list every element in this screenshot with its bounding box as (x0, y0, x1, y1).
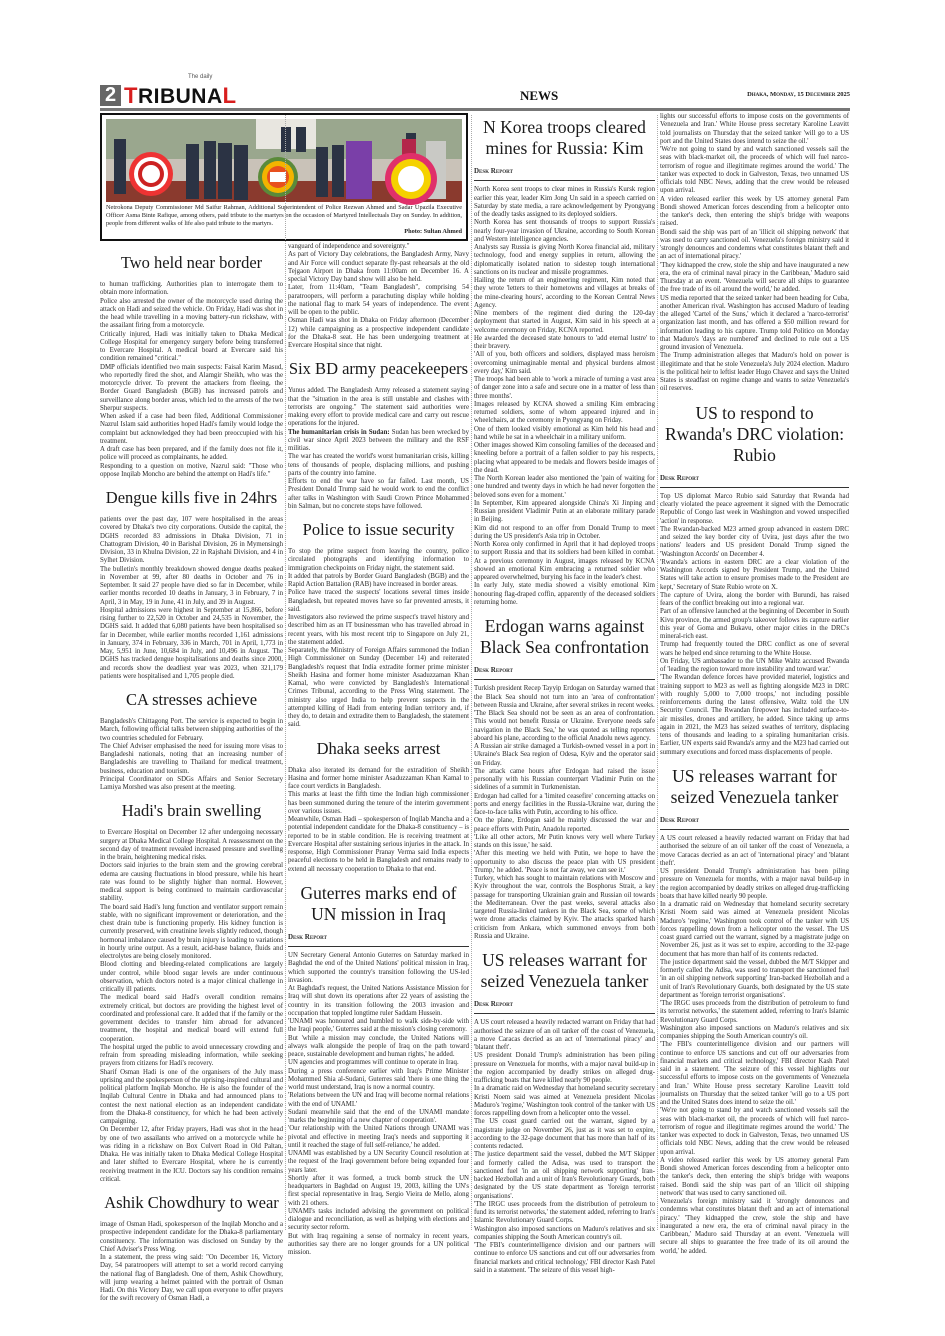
article-paragraph: The capture of Uvira, along the border with Burundi, has raised fears of the conflict breaking out into a regional war. (660, 591, 849, 607)
article-paragraph: US president Donald Trump's administration has been piling pressure on Venezuela for months, with a major naval build-up in the region accompanied by deadly strikes on alleged drug-trafficking boats that have killed nearly 90 people. (474, 1052, 655, 1084)
article-paragraph: During a press conference earlier with Iraq's Prime Minister Mohammed Shia al-Sudani, Guterres said 'there is one thing the world must understand, Iraq is now a normal country. (288, 1067, 469, 1091)
article-paragraph: UNAMI was established by a UN Security Council resolution at the request of the Iraqi government before being expanded four years later. (288, 1150, 469, 1174)
column-4 (660, 113, 849, 1255)
article-paragraph: 'The FBI's counterintelligence division and our partners will continue to enforce US sanctions and cut off our adversaries from financial markets and critical technology,' FBI director Kash Patel said in a statement. 'The seizure of this vessel highlights our successful efforts to impose costs on the governments of Venezuela and Iran.' White House press secretary Karoline Leavitt told journalists on Thursday that the seized tanker 'will go to a US port and the United States does intend to seize the oil.' (660, 1041, 849, 1106)
article-paragraph: A US court released a heavily redacted warrant on Friday that had authorised the seizure of an oil tanker off the coast of Venezuela, a move Caracas decried as an act of 'international piracy' and 'blatant theft'. (474, 1019, 655, 1051)
article-paragraph: Sudani meanwhile said that the end of the UNAMI mandate 'marks the beginning of a new chapter of cooperation'. (288, 1108, 469, 1124)
article-paragraph: Later, from 11:40am, "Team Bangladesh", comprising 54 paratroopers, will perform a parachuting display while holding the national flag to mark 54 years of independence. The event will be open to the public. (288, 284, 469, 316)
article-paragraph: The Chief Adviser emphasised the need for issuing more visas to Bangladeshi nationals, noting that an increasing number of Bangladeshis are travelling to Thailand for medical treatment, business, education and tourism. (100, 742, 283, 775)
article-paragraph: On December 12, after Friday prayers, Hadi was shot in the head by one of two assailants who arrived on a motorcycle while he was riding in a rickshaw on Box Culvert Road in Old Paltan, Dhaka. He was initially taken to Dhaka Medical College Hospital and later shifted to Evercare Hospital, where he is currently receiving treatment in the ICU. Doctors say his condition remains critical. (100, 1126, 283, 1183)
paragraph-text: Sudan has been wrecked by civil war since April 2023 between the military and the RSF militias. (288, 428, 469, 452)
photo-credit: Photo: Sultan Ahmed (404, 228, 462, 235)
article-paragraph: A US court released a heavily redacted warrant on Friday that had authorised the seizure of an oil tanker off the coast of Venezuela, a move Caracas decried as an act of 'international piracy' and 'blatant theft'. (660, 835, 849, 867)
masthead (100, 74, 850, 108)
photo-caption (106, 204, 462, 236)
article-paragraph: Responding to a question on motive, Nazrul said: "Those who oppose Inqilab Moncho are behind the attempt on Hadi's life." (100, 462, 283, 478)
column-divider (471, 115, 472, 1230)
article-paragraph: The board said Hadi's lung function and ventilator support remain stable, with no significant improvement or deterioration, and the chest drain tube is functioning properly. His kidney function is currently preserved, with creatinine levels slightly reduced, though hormonal imbalance caused by brain injury is leading to variations in hourly urine output. As a result, acid-base balance, fluids and electrolytes are being closely monitored. (100, 903, 284, 960)
byline: Desk Report (660, 474, 849, 488)
page-number: 2 (100, 85, 121, 106)
article-paragraph: In a dramatic raid on Wednesday that homeland security secretary Kristi Noem said was aimed at Venezuela president Nicolas Maduro's 'regime,' Washington took control of the tanker with US forces rappelling down from a helicopter onto the vessel. (474, 1085, 655, 1117)
article-paragraph: 'Relations between the UN and Iraq will become normal relations with the end of UNAMI.' (288, 1092, 469, 1108)
article-paragraph: Police also arrested the owner of the motorcycle used during the attack on Hadi and seized the vehicle. On Friday, Hadi was shot in the head while travelling in a moving battery-run rickshaw, with the assailant firing from a motorcycle. (100, 297, 283, 330)
article-paragraph: As part of Victory Day celebrations, the Bangladesh Army, Navy and Air Force will conduct separate fly-past rehearsals at the old Tejgaon Airport in Dhaka from 11:00am on December 16. A special Victory Day band show will also be held. (288, 251, 469, 283)
article-paragraph: Erdogan had called for a 'limited ceasefire' concerning attacks on ports and energy facilities in the Russia-Ukraine war, during the face-to-face talks with Putin, according to his office. (474, 792, 655, 816)
article-headline: N Korea troops cleared mines for Russia: Kim (483, 117, 646, 158)
article-paragraph: Sharif Osman Hadi is one of the organisers of the July mass uprising and the spokesperson of the uprising-inspired cultural and political platform Inqilab Moncho. He is also the founder of the Inqilab Cultural Centre in Dhaka and had announced plans to contest the next national election as an independent candidate from the Dhaka-8 constituency, for which he had been actively campaigning. (100, 1068, 283, 1125)
column-3 (474, 113, 655, 1274)
article-paragraph: 'After this meeting we held with Putin, we hope to have the opportunity to also discuss the peace plan with US president Trump,' he added. 'Peace is not far away, we can see it.' (474, 850, 655, 874)
article-paragraph: The justice department said the vessel, dubbed the M/T Skipper and formerly called the Adisa, was used to transport the sanctioned fuel 'in an oil shipping network supporting' Iran-backed Hezbollah and a unit of Iran's Revolutionary Guards, both designated by the US state department as 'foreign terrorist organisations'. (474, 1151, 655, 1200)
article-paragraph: Top US diplomat Marco Rubio said Saturday that Rwanda had clearly violated the peace agreement it signed with the Democratic Republic of Congo last week in Washington and vowed unspecified 'action' in response. (660, 492, 849, 525)
article-paragraph: Kim did not respond to an offer from Donald Trump to meet during the US president's Asia trip in October. (474, 524, 655, 540)
article-paragraph: Doctors said injuries to the brain stem and the growing cerebral edema are causing fluctuations in blood pressure, while his heart rate was found to be slightly higher than normal. However, medical support is being continued to maintain cardiovascular stability. (100, 862, 283, 903)
article-paragraph: UN agencies and programmes will continue to operate in Iraq. (288, 1059, 459, 1067)
column-1 (100, 244, 284, 1303)
article-paragraph: In September, Kim appeared alongside China's Xi Jinping and Russian president Vladimir Putin at an elaborate military parade in Beijing. (474, 499, 655, 524)
article-paragraph: to Evercare Hospital on December 12 after undergoing necessary surgery at Dhaka Medical College Hospital. A reassessment on the second day of treatment revealed increased pressure and swelling in the brain, heightening medical risks. (100, 829, 283, 861)
article-paragraph: Other images showed Kim consoling families of the deceased and kneeling before a portrait of a fallen soldier to pay his respects, placing what appeared to be medals and flowers beside images of the dead. (474, 442, 655, 474)
article-paragraph (288, 429, 469, 454)
byline: Desk Report (474, 1000, 655, 1014)
article-headline: US to respond to Rwanda's DRC violation: Rubio (664, 402, 845, 465)
article-paragraph: 'The FBI's counterintelligence division and our partners will continue to enforce US sanctions and cut off our adversaries from financial markets and critical technology,' FBI director Kash Patel said in a statement. 'The seizure of this vessel high- (474, 1242, 655, 1274)
article-paragraph: Critically injured, Hadi was initially taken to Dhaka Medical College Hospital for emergency surgery before being transferred to Evercare Hospital. A medical board at Evercare said his condition remained "critical." (100, 330, 283, 363)
article-paragraph: A draft case has been prepared, and if the family does not file it, police will proceed as complainants, he added. (100, 446, 283, 462)
wreath-tribute-photo (106, 119, 462, 202)
photo-figure (100, 113, 468, 241)
article-paragraph: 'The IRGC uses proceeds from the distribution of petroleum to fund its terrorist networks,' the statement added, referring to Iran's Islamic Revolutionary Guard Corps. (660, 1000, 849, 1024)
article-headline: CA stresses achieve (125, 690, 258, 709)
article-paragraph: Turkey, which has sought to maintain relations with Moscow and Kyiv throughout the war, controls the Bosphorus Strait, a key passage for transporting Ukrainian grain and Russian oil towards the Mediterranean. Over the past weeks, several attacks also targeted Russia-linked tankers in the Black Sea, some of which were drone attacks claimed by Kyiv. The attacks sparked harsh criticism from Ankara, which summoned envoys from both Russia and Ukraine. (474, 875, 655, 940)
article-paragraph: This marks at least the fifth time the Indian high commissioner has been summoned during the tenure of the interim government over various issues. (288, 791, 469, 815)
byline: Desk Report (288, 933, 469, 947)
article-paragraph: 'UNAMI was honoured and humbled to walk side-by-side with the Iraqi people,' Guterres said at the mission's closing ceremony. (288, 1018, 469, 1034)
article-paragraph: North Korea only confirmed in April that it had deployed troops to support Russia and that its soldiers had been killed in combat. At a previous ceremony in August, images released by KCNA showed an emotional Kim embracing a returned soldier who appeared overwhelmed, burying his face in the leader's chest. (474, 541, 655, 581)
article-paragraph: 'Rwanda's actions in eastern DRC are a clear violation of the Washington Accords signed by President Trump, and the United States will take action to ensure promises made to the President are kept,' Secretary of State Rubio wrote on X. (660, 558, 849, 591)
article-paragraph: 'We're not going to stand by and watch sanctioned vessels sail the seas with black-market oil, the proceeds of which will fuel narco-terrorism of rogue and illegitimate regimes around the world.' The tanker was expected to dock in Galveston, Texas, two unnamed US officials told NBC News, adding that the crew would be released upon arrival. (660, 146, 849, 195)
article-paragraph: Trump had frequently touted the DRC conflict as one of several wars he helped end since returning to the White House. (660, 641, 849, 657)
article-paragraph: Principal Coordinator on SDGs Affairs and Senior Secretary Lamiya Morshed was also present at the meeting. (100, 775, 283, 791)
article-paragraph: Shortly after it was formed, a truck bomb struck the UN headquarters in Baghdad on August 19, 2003, killing the UN's first special representative in Iraq, Sergio Vieira de Mello, along with 21 others. (288, 1174, 469, 1207)
article-paragraph: US media reported that the seized tanker had been heading for Cuba, another American rival. Washington has accused Maduro of leading the alleged 'Cartel of the Suns,' which it declared a 'narco-terrorist' organization last month, and has offered a $50 million reward for information leading to his capture. Trump told Politico on Monday that Maduro's 'days are numbered' and declined to rule out a US ground invasion of Venezuela. (660, 294, 849, 351)
article-paragraph: One of them looked visibly emotional as Kim held his head and hand while he sat in a wheelchair in a military uniform. (474, 425, 655, 441)
article-paragraph: To stop the prime suspect from leaving the country, police circulated photographs and identifying information to immigration checkpoints on Friday night, the statement said. (288, 548, 469, 572)
article-paragraph: The Trump administration alleges that Maduro's hold on power is illegitimate and that he stole Venezuela's July 2024 election. Maduro is the political heir to leftist leader Hugo Chavez and says the United States is steadfast on regime change and wants to seize Venezuela's oil reserves. (660, 352, 849, 393)
article-paragraph: 'Our relationship with the United Nations through UNAMI was pivotal and effective in meeting Iraq's needs and supporting it until it reached the stage of full self-reliance,' he added. (288, 1125, 469, 1149)
column-divider (285, 115, 286, 1230)
article-paragraph: 'They kidnapped the crew, stole the ship and have inaugurated a new era, the era of criminal naval piracy in the Caribbean,' Maduro said Thursday at an event. 'Venezuela will secure all ships to guarantee the free trade of its oil around the world,' he added. (660, 261, 849, 294)
article-headline: Six BD army peacekeepers (288, 359, 469, 379)
article-headline: Dhaka seeks arrest (316, 738, 441, 758)
article-headline: Guterres marks end of UN mission in Iraq (300, 882, 457, 924)
article-headline: Hadi's brain swelling (121, 801, 262, 821)
article-paragraph: lights our successful efforts to impose costs on the governments of Venezuela and Iran.' White House press secretary Karoline Leavitt told journalists on Thursday that the seized tanker 'will go to a US port and the United States does intend to seize the oil.' (660, 113, 849, 145)
article-paragraph: Washington also imposed sanctions on Maduro's relatives and six companies shipping the South American country's oil. (474, 1225, 655, 1241)
article-paragraph: He awarded the deceased state honours to 'add eternal lustre' to their bravery. (474, 334, 655, 350)
article-paragraph: Nine members of the regiment died during the 120-day deployment that started in August, Kim said in his speech at a welcome ceremony on Friday, KCNA reported. (474, 310, 655, 334)
article-paragraph: 'All of you, both officers and soldiers, displayed mass heroism overcoming unimaginable mental and physical burdens almost every day,' Kim said. (474, 351, 655, 375)
section-title: NEWS (520, 88, 559, 103)
article-headline: Erdogan warns against Black Sea confrontation (479, 616, 650, 657)
article-paragraph: In a dramatic raid on Wednesday that homeland security secretary Kristi Noem said was aimed at Venezuela president Nicolas Maduro's 'regime,' Washington took control of the tanker with US forces rappelling down from a helicopter onto the vessel. The US coast guard carried out the warrant, signed by a magistrate judge on November 26, just as it was set to expire, according to the 32-page document that has more than half of its contents redacted. (660, 901, 849, 958)
article-paragraph: The North Korean leader also mentioned the 'pain of waiting for one hundred and twenty days in which he had never forgotten the beloved sons even for a moment.' (474, 475, 655, 499)
article-paragraph: On Friday, US ambassador to the UN Mike Waltz accused Rwanda of 'leading the region toward more instability and toward war.' (660, 657, 849, 673)
article-paragraph: Part of an offensive launched at the beginning of December in South Kivu province, the armed group's takeover follows its capture earlier this year of Goma and Bukavu, other major cities in the DRC's mineral-rich east. (660, 608, 849, 640)
article-paragraph: Hailing the return of an engineering regiment, Kim noted that they wrote 'letters to their hometowns and villages at breaks of the mine-clearing hours', according to the Korean Central News Agency. (474, 277, 655, 309)
article-paragraph: to human trafficking. Authorities plan to interrogate them to obtain more information. (100, 281, 283, 297)
article-paragraph: vanguard of independence and sovereignty." (288, 243, 410, 250)
article-paragraph: Blood clotting and bleeding-related complications are largely under control, while blood sugar levels are under continuous observation, which doctors noted is a major clinical challenge in critically ill patients. (100, 961, 283, 993)
byline: Desk Report (474, 666, 655, 680)
article-paragraph: Analysts say Russia is giving North Korea financial aid, military technology, food and energy supplies in return, allowing the diplomatically isolated nation to sidestep tough international sanctions on its nuclear and missile programmes. (474, 244, 655, 276)
column-2 (288, 243, 469, 1256)
caption-text: Netrokona Deputy Commissioner Md Saifur Rahman, Additional Superintendent of Police Rezwan Ahmed and Sadar Upazila Executive Officer Asma Binte Rafique, among others, paid tribute to the martyrs on the occasion of Martyred Intellectuals Day on Sunday. In addition, people from different walks of life also paid tribute to the martyrs. (106, 204, 462, 227)
wreath-3 (385, 153, 437, 205)
article-paragraph: patients over the past day, 107 were hospitalised in the areas covered by Dhaka's two city corporations. Outside the capital, the DGHS recorded 83 admissions in Dhaka Division, 71 in Chattogram Division, 40 in Barishal Division, 26 in Mymensingh Division, 33 in Khulna Division, 22 in Rajshahi Division, and 4 in Sylhet Division. (100, 516, 283, 565)
article-paragraph: The medical board said Hadi's overall condition remains extremely critical, but doctors are providing the highest level of coordinated and professional care. It added that if the family or the government decides to transfer him abroad for advanced treatment, the hospital and medical board will extend full cooperation. (100, 994, 283, 1043)
article-paragraph: Venezuela's foreign ministry said it 'strongly denounces and condemns what constitutes blatant theft and an act of international piracy.' 'They kidnapped the crew, stole the ship and have inaugurated a new era, the era of criminal naval piracy in the Caribbean,' Maduro said Thursday at an event. 'Venezuela will secure all ships to guarantee the free trade of its oil around the world,' he added. (660, 1198, 849, 1255)
logo-letters: RIBUNA (137, 85, 223, 108)
column-divider (657, 115, 658, 1230)
header-rule (100, 108, 850, 111)
article-headline: US releases warrant for seized Venezuela tanker (480, 950, 649, 991)
article-paragraph: The US coast guard carried out the warrant, signed by a magistrate judge on November 26, just as it was set to expire, according to the 32-page document that has more than half of its contents redacted. (474, 1118, 655, 1150)
wreath-1 (129, 152, 173, 196)
article-paragraph: Bangladesh's Chittagong Port. The service is expected to begin in March, following official talks between shipping authorities of the two countries scheduled for February. (100, 718, 283, 742)
newspaper-logo (124, 85, 237, 108)
article-paragraph: Meanwhile, Osman Hadi – spokesperson of Inqilab Mancha and a potential independent candidate for the Dhaka-8 constituency – is reported to be in stable condition. He is receiving treatment at Evercare Hospital after sustaining serious injuries in the attack. In response, High Commissioner Pranay Verma said India expects peaceful elections to be held in Bangladesh and remains ready to extend all necessary cooperation to Dhaka to that end. (288, 816, 469, 873)
article-paragraph: A Russian air strike damaged a Turkish-owned vessel in a port in Ukraine's Black Sea region of Odesa, Kyiv and the operator said on Friday. (474, 743, 655, 767)
article-paragraph: 'We're not going to stand by and watch sanctioned vessels sail the seas with black-market oil, the proceeds of which will fuel narco-terrorism of rogue and illegitimate regimes around the world.' The tanker was expected to dock in Galveston, Texas, two unnamed US officials told NBC News, adding that the crew would be released upon arrival. (660, 1107, 849, 1156)
logo-letter-l: L (222, 83, 237, 108)
article-paragraph: At Baghdad's request, the United Nations Assistance Mission for Iraq will shut down its operations after 22 years of assisting the country in its transition following the 2003 invasion and occupation that toppled longtime ruler Saddam Hussein. (288, 985, 469, 1017)
article-paragraph: 'Like all other actors, Mr Putin knows very well where Turkey stands on this issue,' he said. (474, 833, 655, 849)
article-paragraph: UN Secretary General Antonio Guterres on Saturday marked in Baghdad the end of the United Nations' political mission in Iraq, which supported the country's transition following the US-led invasion. (288, 952, 469, 984)
article-headline: Two held near border (120, 253, 263, 272)
article-paragraph: In a statement, the press wing said: "On December 16, Victory Day, 54 paratroopers will attempt to set a world record carrying the national flag of Bangladesh. One of them, Ashik Chowdhury, will jump wearing a helmet painted with the portrait of Osman Hadi. On this Victory Day, we call upon everyone to offer prayers for the swift recovery of Osman Hadi, a (100, 1254, 283, 1303)
article-paragraph: On the plane, Erdogan said he mainly discussed the war and peace efforts with Putin, Anadolu reported. (474, 817, 655, 833)
article-paragraph: Police have traced the suspects' locations several times inside Bangladesh, but repeated moves have so far prevented arrests, it said. (288, 589, 469, 613)
wreath-2 (258, 157, 298, 197)
article-paragraph: North Korea has sent thousands of troops to support Russia's nearly four-year invasion of Ukraine, according to South Korean and Western intelligence agencies. (474, 219, 655, 243)
article-paragraph: In early July, state media showed a visibly emotional Kim honouring flag-draped coffin, apparently of the deceased soldiers returning home. (474, 582, 655, 606)
article-paragraph: The hospital urged the public to avoid unnecessary crowding and refrain from spreading misleading information, while seeking prayers from citizens for Hadi's recovery. (100, 1043, 283, 1068)
article-paragraph: Washington also imposed sanctions on Maduro's relatives and six companies shipping the South American country's oil. (660, 1024, 849, 1040)
article-headline: Ashik Chowdhury to wear (104, 1193, 279, 1212)
article-paragraph: When asked if a case had been filed, Additional Commissioner Nazrul Islam said authorities hoped Hadi's family would lodge the complaint but acknowledged they had been preoccupied with his treatment. (100, 413, 283, 445)
article-paragraph: The war has created the world's worst humanitarian crisis, killing tens of thousands of people, displacing millions, and pushing parts of the country into famine. (288, 453, 469, 477)
logo-tagline: The daily (188, 74, 213, 80)
article-paragraph: The troops had been able to 'work a miracle of turning a vast area of danger zone into a safe and secure one in a matter of less than three months'. (474, 376, 655, 400)
article-paragraph: Osman Hadi was shot in Dhaka on Friday afternoon (December 12) while campaigning as a prospective independent candidate for the Dhaka-8 seat. He has been undergoing treatment at Evercare Hospital since that night. (288, 317, 469, 349)
article-headline: Dengue kills five in 24hrs (105, 488, 278, 507)
logo-letter-t: T (124, 83, 138, 108)
article-paragraph: But 'while a mission may conclude, the United Nations will always walk alongside the people of Iraq on the path toward peace, sustainable development and human rights,' he added. (288, 1034, 469, 1058)
article-paragraph: Investigators also reviewed the prime suspect's travel history and described him as an IT businessman who has travelled abroad in recent years, with his most recent trip to Singapore on July 21, the statement added. (288, 614, 469, 646)
article-paragraph: DMP officials identified two main suspects: Faisal Karim Masud, who reportedly fired the shot, and Alamgir Sheikh, who was the motorcycle driver. To prevent the attackers from fleeing, the Border Guard Bangladesh (BGB) has increased patrols and surveillance along border areas, which led to the arrests of the two Sherpur suspects. (100, 363, 283, 412)
article-paragraph: 'The Rwandan defence forces have provided materiel, logistics and training support to M23 as well as fighting alongside M23 in DRC with roughly 5,000 to 7,000 troops,' not including possible reinforcements during the latest offensive, Waltz told the UN Security Council. The Rwandan firepower has included surface-to-air missiles, drones and artillery, he added. Since taking up arms again in 2021, the M23 has seized swathes of territory, displacing tens of thousands and leading to a spiraling humanitarian crisis. Earlier, UN experts said Rwanda's army and the M23 had carried out summary executions and forced mass displacements of people. (660, 674, 849, 756)
article-paragraph: Dhaka also iterated its demand for the extradition of Sheikh Hasina and former home minister Asaduzzaman Khan Kamal to face court verdicts in Bangladesh. (288, 766, 469, 790)
article-paragraph: UNAMI's tasks included advising the government on political dialogue and reconciliation, as well as helping with elections and security sector reform. (288, 1207, 469, 1232)
article-paragraph: 'The IRGC uses proceeds from the distribution of petroleum to fund its terrorist networks,' the statement added, referring to Iran's Islamic Revolutionary Guard Corps. (474, 1200, 655, 1225)
paragraph-lead-in: The humanitarian crisis in Sudan: (288, 428, 390, 436)
article-headline: Police to issue security (302, 520, 455, 539)
article-paragraph: US president Donald Trump's administration has been piling pressure on Venezuela for months, with a major naval build-up in the region accompanied by deadly strikes on alleged drug-trafficking boats that have killed nearly 90 people. (660, 868, 849, 900)
article-paragraph: image of Osman Hadi, spokesperson of the Inqilab Moncho and a prospective independent candidate for the Dhaka-8 parliamentary constituency. The information was disclosed on Sunday by the Chief Adviser's Press Wing. (100, 1221, 283, 1253)
article-paragraph: The justice department said the vessel, dubbed the M/T Skipper and formerly called the Adisa, was used to transport the sanctioned fuel 'in an oil shipping network supporting' Iran-backed Hezbollah and a unit of Iran's Revolutionary Guards, both designated by the US state department as 'foreign terrorist organisations'. (660, 958, 849, 999)
dateline: Dhaka, Monday, 15 December 2025 (747, 91, 850, 98)
article-paragraph: The bulletin's monthly breakdown showed dengue deaths peaked in November at 99, after 80 deaths in October and 76 in September. It said 27 people have died so far in December, while earlier months recorded 10 deaths in January, 3 in February, 7 in April, 3 in May, 19 in June, 41 in July, and 39 in August. (100, 565, 283, 606)
article-paragraph: The attack came hours after Erdogan had raised the issue personally with his Russian counterpart Vladimir Putin on the sidelines of a summit in Turkmenistan. (474, 767, 655, 792)
article-paragraph: A video released earlier this week by US attorney general Pam Bondi showed American forces descending from a helicopter onto the tanker's deck, then entering the ship's bridge with weapons raised. (660, 195, 849, 228)
byline: Desk Report (474, 167, 655, 181)
article-paragraph: Images released by KCNA showed a smiling Kim embracing returned soldiers, some of whom appeared injured and in wheelchairs, at the ceremony in Pyongyang on Friday. (474, 400, 655, 425)
article-headline: US releases warrant for seized Venezuela tanker (670, 765, 839, 807)
article-paragraph: The Rwandan-backed M23 armed group advanced in eastern DRC and seized the key border city of Uvira, just days after the two nations' leaders and US president Donald Trump signed the 'Washington Accords' on December 4. (660, 525, 849, 558)
article-paragraph: It added that patrols by Border Guard Bangladesh (BGB) and the Rapid Action Battalion (RAB) have increased in border areas. (288, 572, 469, 588)
article-paragraph: A video released earlier this week by US attorney general Pam Bondi showed American forces descending from a helicopter onto the tanker's deck, then entering the ship's bridge with weapons raised. Bondi said the ship was part of an 'illicit oil shipping network' that was used to carry sanctioned oil. (660, 1156, 849, 1197)
article-paragraph: Yunus added. The Bangladesh Army released a statement saying that the "situation in the area is still unstable and clashes with terrorists are ongoing." The statement said authorities were making every effort to provide medical care and carry out rescue operations for the injured. (288, 387, 469, 428)
byline: Desk Report (660, 816, 849, 830)
article-paragraph: Bondi said the ship was part of an 'illicit oil shipping network' that was used to carry sanctioned oil. Venezuela's foreign ministry said it 'strongly denounces and condemns what constitutes blatant theft and an act of international piracy.' (660, 228, 849, 261)
article-paragraph: Separately, the Ministry of Foreign Affairs summoned the Indian High Commissioner on Sunday (December 14) and reiterated Bangladesh's request that India extradite former prime minister Sheikh Hasina and former home minister Asaduzzaman Khan Kamal, who were convicted by Bangladesh's International Crimes Tribunal, according to the Press Wing statement. The ministry also urged India to help prevent suspects in the attempted killing of Hadi from entering Indian territory and, if they do, to detain and extradite them to Bangladesh, the statement said. (288, 647, 469, 729)
article-paragraph: But with Iraq regaining a sense of normalcy in recent years, authorities say there are no longer grounds for a UN political mission. (288, 1232, 469, 1256)
article-paragraph: Hospital admissions were highest in September at 15,866, before rising further to 22,520 in October and 24,535 in November, the DGHS said. It added that 6,080 patients have been hospitalised so far in December, while earlier months recorded 1,161 admissions in January, 374 in February, 336 in March, 701 in April, 1,773 in May, 5,951 in June, 10,684 in July, and 10,496 in August. The DGHS has tracked dengue hospitalisations and deaths since 2000, and records show the deadliest year was 2023, when 321,179 patients were hospitalised and 1,705 people died. (100, 606, 283, 680)
article-paragraph: Turkish president Recep Tayyip Erdogan on Saturday warned that the Black Sea should not turn into an 'area of confrontation' between Russia and Ukraine, after several strikes in recent weeks. (474, 685, 655, 709)
article-paragraph: North Korea sent troops to clear mines in Russia's Kursk region earlier this year, leader Kim Jong Un said in a speech carried on Saturday by state media, a rare acknowledgement by Pyongyang of the deadly tasks assigned to its deployed soldiers. (474, 186, 655, 218)
article-paragraph: 'The Black Sea should not be seen as an area of confrontation. This would not benefit Russia or Ukraine. Everyone needs safe navigation in the Black Sea,' he was quoted as telling reporters aboard his plane, according to the official Anadolu news agency. (474, 710, 655, 742)
article-paragraph: Efforts to end the war have so far failed. Last month, US President Donald Trump said he would work to end the conflict after talks in Washington with Saudi Crown Prince Mohammed bin Salman, but no concrete steps have followed. (288, 478, 469, 510)
